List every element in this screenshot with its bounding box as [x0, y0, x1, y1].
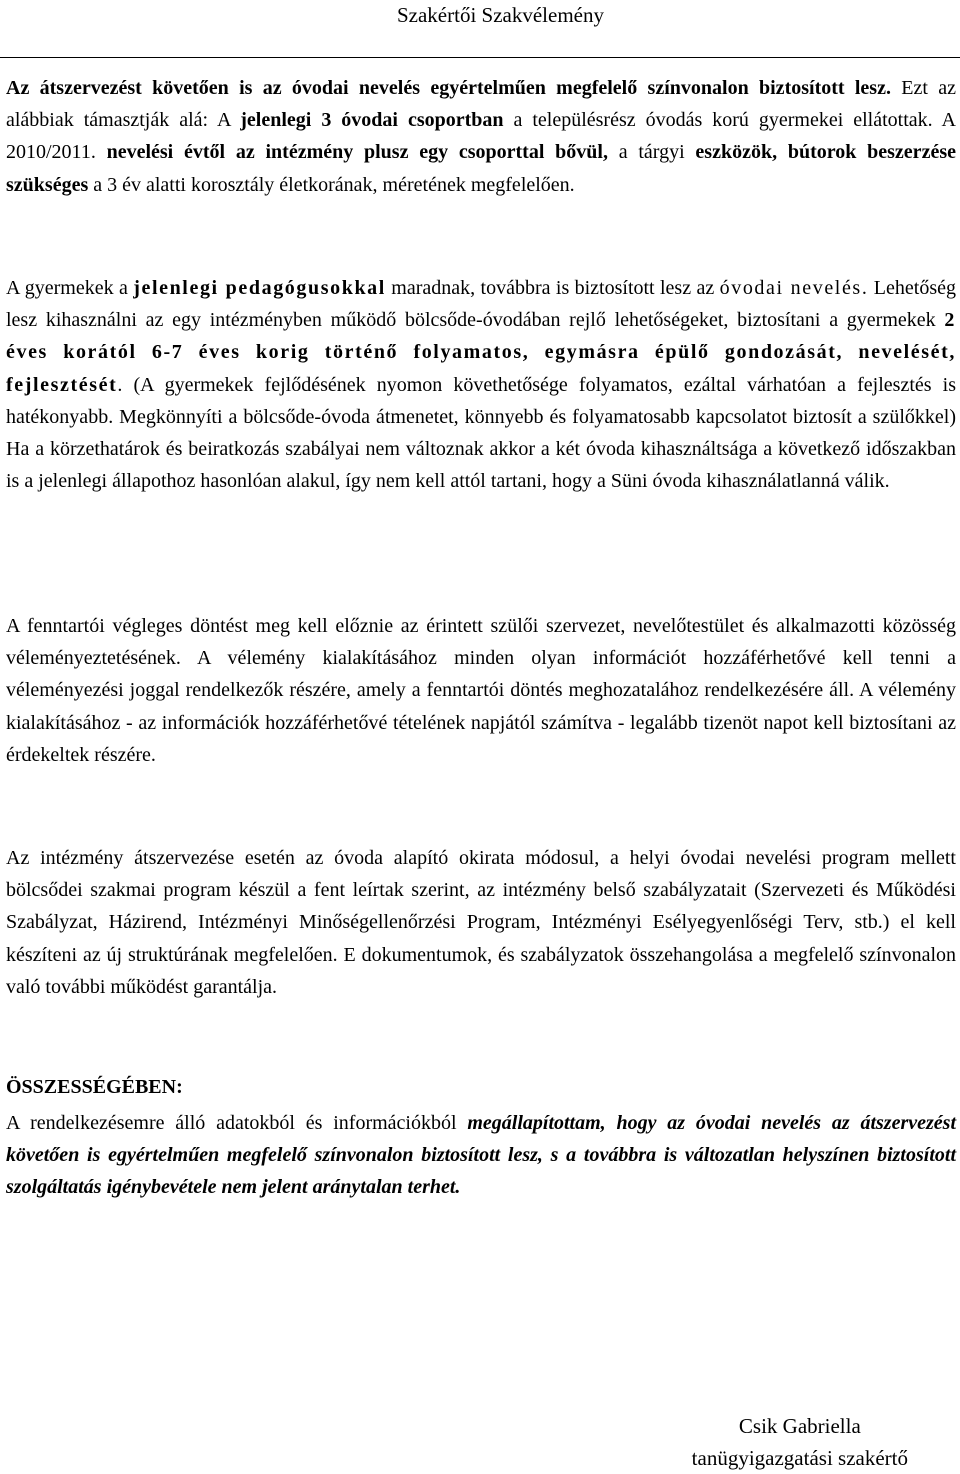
intro-text-1: Ezt az alábbiak támasztják alá: — [6, 77, 957, 132]
paragraph-intro — [6, 72, 956, 201]
intro-bold-equipment: eszközök, bútorok beszerzése szükséges — [6, 141, 956, 196]
summary-text-1: A rendelkezésemre álló adatokból és információkból — [6, 1112, 468, 1134]
intro-text-2: A — [208, 109, 241, 132]
teachers-text-4: . (A gyermekek fejlődésének nyomon követhetősége folyamatos, ezáltal várhatóan a fejlesztés is hatékonyabb. Megkönnyíti a bölcsőde-óvoda átmenetet, könnyebb és folyamatosabb kapcsolatot biztosít a szülőkkel) Ha a körzethatárok és beiratkozás szabályai nem változnak akkor a két óvoda kihasználtsága a következő időszakban is a jelenlegi állapothoz hasonlóan alakul, így nem kell attól tartani, hogy a Süni óvoda kihasználatlanná válik. — [6, 373, 956, 493]
decision-text: A fenntartói végleges döntést meg kell előznie az érintett szülői szervezet, nevelőtestület és alkalmazotti közösség véleményeztetésének. A vélemény kialakításához minden olyan információt hozzáférhetővé kell tenni a véleményezési joggal rendelkezők részére, amely a fenntartói döntés meghozatalához rendelkezésére áll. A vélemény kialakításához - az információk hozzáférhetővé tételének napjától számítva - legalább tizenöt napot kell biztosítani az érdekeltek részére. — [6, 615, 956, 766]
signature-name: Csik Gabriella — [738, 1414, 861, 1438]
summary-heading: ÖSSZESSÉGÉBEN: — [6, 1076, 183, 1098]
paragraph-summary — [6, 1107, 956, 1204]
signature-block — [692, 1410, 908, 1474]
intro-bold-expansion: nevelési évtől az intézmény plusz egy csoporttal bővül, — [106, 141, 608, 164]
intro-text-4: a tárgyi — [607, 141, 696, 164]
teachers-spaced-1: jelenlegi pedagógusokkal — [133, 277, 386, 299]
teachers-spaced-3: 2 éves korától 6-7 éves korig történő folyamatos, egymásra épülő gondozását, nevelését, fejlesztését — [6, 309, 956, 396]
reorganization-text: Az intézmény átszervezése esetén az óvoda alapító okirata módosul, a helyi óvodai nevelési program mellett bölcsődei szakmai program készül a fent leírtak szerint, az intézmény belső szabályzatait (Szervezeti és Működési Szabályzat, Házirend, Intézményi Minőségellenőrzési Program, Intézményi Esélyegyenlőségi Terv, stb.) el kell készíteni az új struktúrának megfelelően. E dokumentumok, és szabályzatok összehangolása a megfelelő színvonalon való további működést garantálja. — [6, 847, 956, 998]
signature-role: tanügyigazgatási szakértő — [691, 1446, 908, 1470]
summary-conclusion: megállapítottam, hogy az óvodai nevelés az átszervezést követően is egyértelműen megfelelő színvonalon biztosított lesz, s a továbbra is változatlan helyszínen biztosított szolgáltatás igénybevétele nem jelent aránytalan terhet. — [6, 1112, 957, 1199]
intro-text-3: a településrész óvodás korú gyermekei ellátottak. A 2010/2011. — [6, 109, 956, 164]
teachers-text-3: Lehetőség lesz kihasználni az egy intézményben működő bölcsőde-óvodában rejlő lehetőségeket, biztosítani a gyermekek — [6, 277, 956, 332]
paragraph-reorganization — [6, 842, 956, 1003]
document-title: Szakértői Szakvélemény — [396, 3, 604, 27]
teachers-text-2: maradnak, továbbra is biztosított lesz az — [385, 277, 720, 299]
teachers-text-1: A gyermekek a — [6, 277, 134, 299]
paragraph-decision — [6, 610, 956, 771]
intro-bold-groups: jelenlegi 3 óvodai csoportban — [240, 109, 504, 132]
paragraph-teachers — [6, 272, 956, 497]
teachers-spaced-2: óvodai nevelés. — [719, 277, 869, 299]
header-divider — [0, 57, 960, 58]
intro-text-5: a 3 év alatti korosztály életkorának, méretének megfelelően. — [88, 173, 575, 196]
intro-bold-statement: Az átszervezést követően is az óvodai nevelés egyértelműen megfelelő színvonalon biztosított lesz. — [6, 77, 891, 99]
